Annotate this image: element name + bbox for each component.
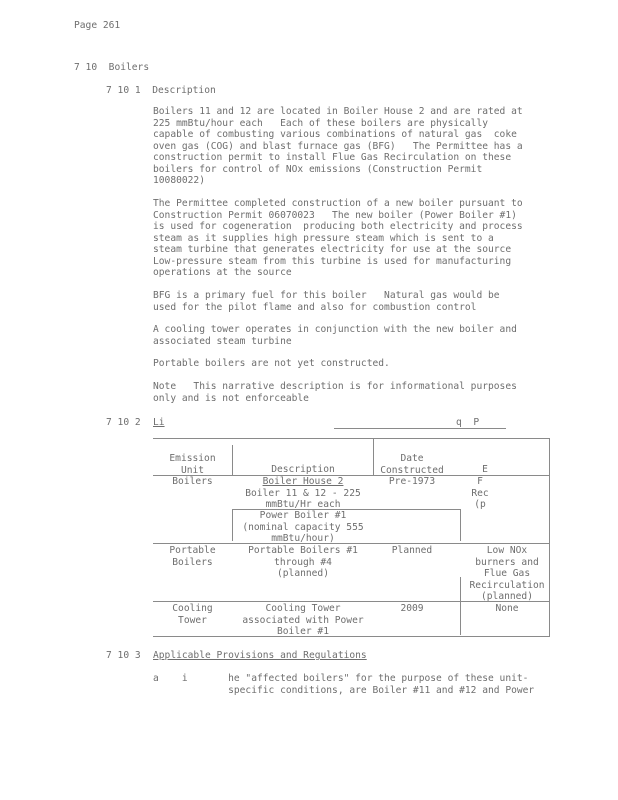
provisions-heading-title: Applicable Provisions and Regulations — [153, 650, 367, 661]
table-col-rule — [232, 445, 233, 475]
table-cell-description: Power Boiler #1 (nominal capacity 555 mmBtu/hour) — [242, 510, 364, 545]
table-cell-date: Planned — [391, 545, 433, 556]
paragraph-line: Boilers 11 and 12 are located in Boiler House 2 and are rated at — [153, 106, 523, 117]
table-row: Cooling Tower — [172, 603, 213, 626]
page-label: Page 261 — [74, 20, 121, 31]
paragraph-line: capable of combusting various combinations of natural gas coke — [153, 129, 517, 140]
list-heading-right: q P — [456, 417, 480, 428]
header-description: Description — [271, 464, 335, 475]
table-cell-control: F Rec (p — [471, 476, 489, 511]
table-cell-date: 2009 — [400, 603, 424, 614]
section-title: Boilers — [108, 62, 150, 73]
description-title: Description — [152, 85, 216, 96]
paragraph-line: 225 mmBtu/hour each Each of these boilers are physically — [153, 117, 489, 129]
table-top-rule — [153, 438, 550, 439]
table-cell-description: Cooling Tower associated with Power Boiler #1 — [242, 603, 364, 638]
table-cell-description: Boiler House 2 Boiler 11 & 12 - 225 mmBtu/Hr each — [245, 476, 361, 511]
table-row: Portable Boilers — [169, 545, 216, 568]
paragraph-line: oven gas (COG) and blast furnace gas (BFG) The Permittee has a — [153, 140, 523, 152]
paragraph-line: steam as it supplies high pressure steam which is sent to a — [153, 232, 494, 244]
list-heading-left: Li — [153, 417, 165, 428]
table-cell-control: None — [495, 603, 519, 614]
provisions-line: a i he "affected boilers" for the purpose of these unit- — [153, 673, 529, 684]
table-col-rule — [460, 509, 461, 541]
paragraph-line: operations at the source — [153, 267, 292, 278]
paragraph-line: 10080022) — [153, 175, 205, 186]
description-heading — [106, 85, 216, 97]
paragraph-line: associated steam turbine — [153, 335, 292, 347]
paragraph-line: steam turbine that generates electricity for use at the source — [153, 244, 512, 255]
table-col-rule — [373, 438, 374, 476]
table-cell-description: Portable Boilers #1 through #4 (planned) — [248, 545, 358, 580]
paragraph-line: BFG is a primary fuel for this boiler Natural gas would be — [153, 290, 500, 301]
header-emission-unit: Emission Unit — [169, 453, 216, 476]
section-number: 7 10 — [74, 62, 98, 73]
description-number: 7 10 1 — [106, 85, 141, 96]
header-date-constructed: Date Constructed — [380, 453, 444, 476]
table-col-rule — [460, 577, 461, 635]
table-cell-control: Low NOx burners and Flue Gas Recirculation (planned) — [469, 545, 545, 603]
table-row: Boilers — [172, 476, 213, 487]
provisions-line: specific conditions, are Boiler #11 and #12 and Power — [153, 684, 535, 696]
paragraph-line: only and is not enforceable — [153, 392, 309, 404]
paragraph-line: Portable boilers are not yet constructed. — [153, 358, 390, 369]
table-right-rule — [549, 438, 550, 636]
list-heading-number: 7 10 2 — [106, 417, 141, 428]
table-cell-date: Pre-1973 — [388, 476, 436, 487]
paragraph-line: boilers for control of NOx emissions (Construction Permit — [153, 163, 483, 175]
paragraph-line: is used for cogeneration producing both electricity and process — [153, 221, 523, 232]
paragraph-line: Construction Permit 06070023 The new boiler (Power Boiler #1) — [153, 209, 517, 221]
table-col-rule — [232, 509, 233, 541]
heading-underline — [334, 428, 506, 429]
provisions-heading-number: 7 10 3 — [106, 650, 141, 661]
paragraph-line: Low-pressure steam from this turbine is used for manufacturing — [153, 255, 512, 267]
paragraph-line: A cooling tower operates in conjunction with the new boiler and — [153, 324, 517, 335]
paragraph-line: used for the pilot flame and also for combustion control — [153, 301, 477, 313]
section-heading — [74, 62, 149, 74]
paragraph-line: construction permit to install Flue Gas Recirculation on these — [153, 152, 512, 163]
paragraph-line: The Permittee completed construction of a new boiler pursuant to — [153, 198, 523, 209]
header-emission-control: E — [482, 464, 488, 475]
paragraph-line: Note This narrative description is for informational purposes — [153, 381, 517, 392]
